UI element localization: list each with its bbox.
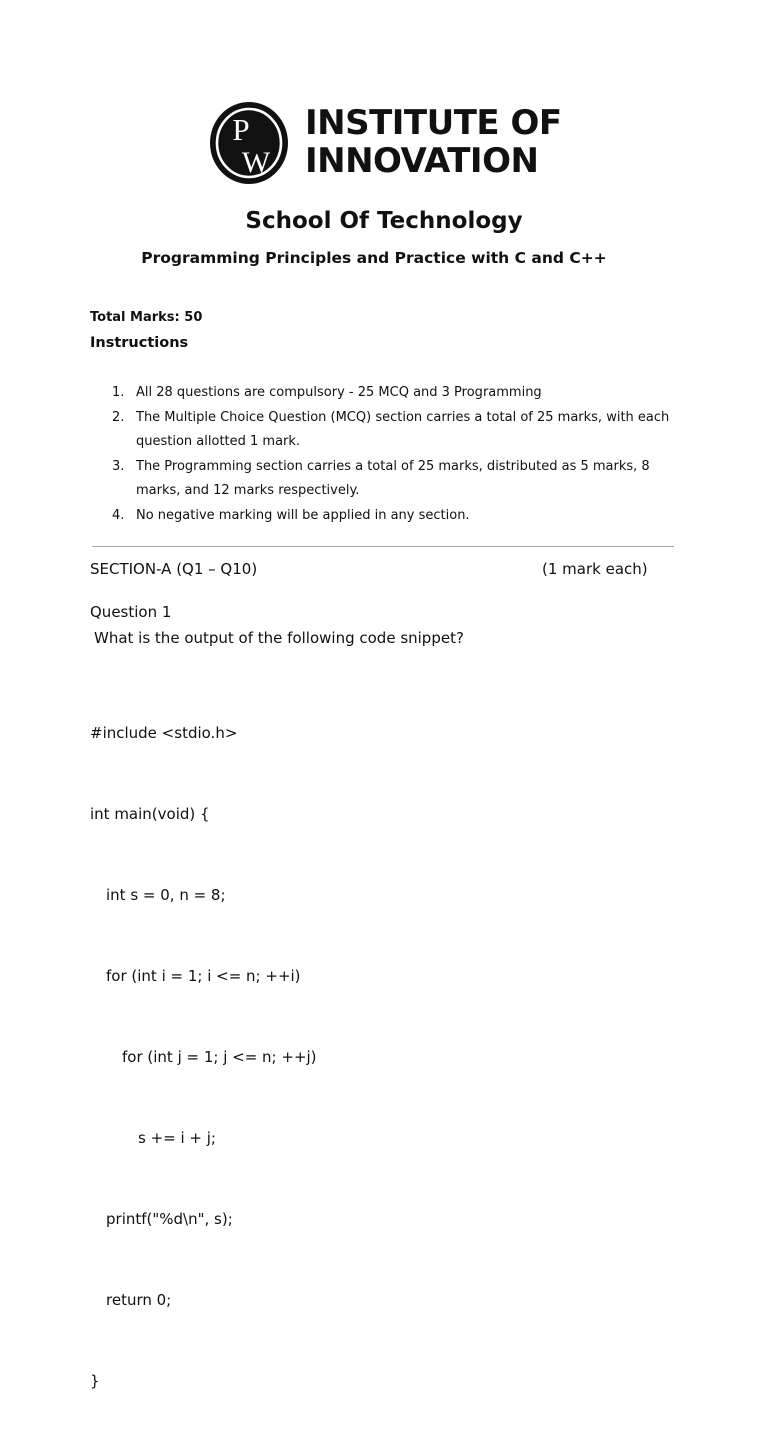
instruction-number: 3. (112, 458, 125, 474)
question-label: Question 1 (90, 603, 172, 621)
pw-logo-icon (208, 100, 290, 186)
code-line: return 0; (106, 1291, 172, 1309)
code-line: int main(void) { (90, 805, 210, 823)
instruction-number: 1. (112, 385, 125, 400)
instruction-text: The Multiple Choice Question (MCQ) section carries a total of 25 marks, with each question allotted 1 mark. (136, 409, 670, 449)
instructions-list (90, 381, 690, 528)
instruction-number: 2. (112, 409, 125, 425)
instruction-item (90, 381, 690, 406)
code-line: for (int j = 1; j <= n; ++j) (122, 1048, 317, 1066)
section-marks: (1 mark each) (542, 560, 648, 578)
course-title: Programming Principles and Practice with C and C++ (141, 249, 607, 267)
instruction-text: The Programming section carries a total of 25 marks, distributed as 5 marks, 8 marks, and 12 marks respectively. (136, 458, 650, 498)
code-snippet (90, 666, 317, 1449)
code-line: for (int i = 1; i <= n; ++i) (106, 967, 301, 985)
logo-letter-w: W (241, 146, 271, 179)
instructions-heading: Instructions (90, 335, 189, 351)
instruction-text: All 28 questions are compulsory - 25 MCQ and 3 Programming (136, 385, 542, 400)
instruction-item (90, 455, 690, 504)
institute-name (305, 104, 562, 180)
instruction-number: 4. (112, 507, 125, 523)
section-title: SECTION-A (Q1 – Q10) (90, 560, 258, 578)
instruction-item (90, 504, 690, 529)
code-line: } (90, 1372, 100, 1390)
section-divider (92, 546, 674, 547)
code-line: #include <stdio.h> (90, 724, 238, 742)
logo-letter-p: P (232, 112, 250, 147)
school-title: School Of Technology (245, 208, 523, 234)
institute-logo (208, 100, 568, 190)
instruction-item (90, 406, 690, 455)
instruction-text: No negative marking will be applied in any section. (136, 507, 470, 523)
code-line: s += i + j; (138, 1129, 216, 1147)
total-marks: Total Marks: 50 (90, 310, 203, 325)
question-text: What is the output of the following code snippet? (94, 629, 464, 647)
institute-name-line-2: INNOVATION (305, 141, 539, 181)
code-line: printf("%d\n", s); (106, 1210, 233, 1228)
institute-name-line-1: INSTITUTE OF (305, 103, 562, 143)
code-line: int s = 0, n = 8; (106, 886, 226, 904)
